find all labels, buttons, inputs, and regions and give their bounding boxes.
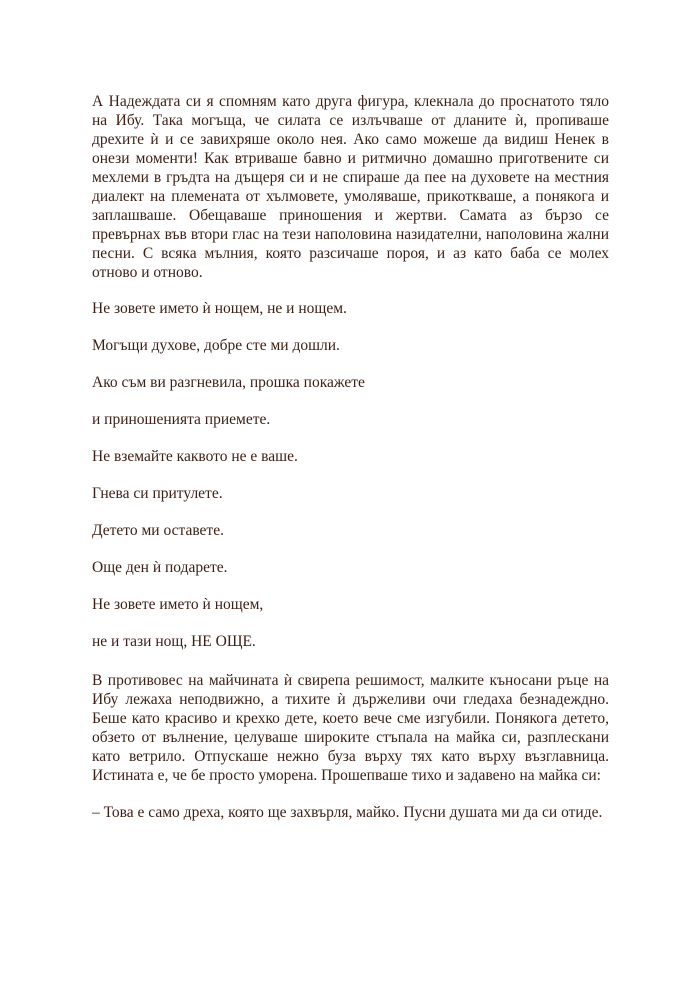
verse-line: не и тази нощ, НЕ ОЩЕ. — [92, 633, 256, 650]
verse-line: Детето ми оставете. — [92, 522, 224, 539]
verse-line: Ако съм ви разгневила, прошка покажете — [92, 374, 365, 391]
verse-line: и приношенията приемете. — [92, 411, 271, 428]
verse-line: Не зовете името ѝ нощем, не и нощем. — [92, 300, 347, 317]
paragraph-ibu: В противовес на майчината ѝ свирепа решимост, малките къносани ръце на Ибу лежаха неподвижно, а тихите ѝ държеливи очи гледаха безнадеждно. Беше като красиво и крехко дете, което вече сме изгубили. Понякога детето, обзето от вълнение, целуваше широките стъпала на майка си, разплескани като ветрило. Отпускаше нежно буза върху тях като върху възглавница. Истината е, че бе просто уморена. Прошепваше тихо и задавено на майка си: — [92, 672, 609, 784]
document-page — [92, 92, 609, 822]
verse-line: Още ден ѝ подарете. — [92, 559, 228, 576]
verse-line: Не зовете името ѝ нощем, — [92, 596, 264, 613]
paragraph-opening: А Надеждата си я спомням като друга фигура, клекнала до проснатото тяло на Ибу. Така могъща, че силата се излъчваше от дланите ѝ, пропиваше дрехите ѝ и се завихряше около нея. Ако само можеше да видиш Ненек в онези моменти! Как втриваше бавно и ритмично домашно приготвените си мехлеми в гръдта на дъщеря си и не спираше да пее на духовете на местния диалект на племената от хълмовете, умоляваше, прикоткваше, а понякога и заплашваше. Обещаваше приношения и жертви. Самата аз бързо се превърнах във втори глас на тези наполовина назидателни, наполовина жални песни. С всяка мълния, която разсичаше пороя, и аз като баба се молех отново и отново. — [92, 93, 609, 281]
paragraph-dialogue: – Това е само дреха, която ще захвърля, майко. Пусни душата ми да си отиде. — [92, 804, 603, 821]
verse-line: Не вземайте каквото не е ваше. — [92, 448, 298, 465]
verse-line: Могъщи духове, добре сте ми дошли. — [92, 337, 340, 354]
verse-line: Гнева си притулете. — [92, 485, 223, 502]
verse-block — [92, 299, 609, 651]
